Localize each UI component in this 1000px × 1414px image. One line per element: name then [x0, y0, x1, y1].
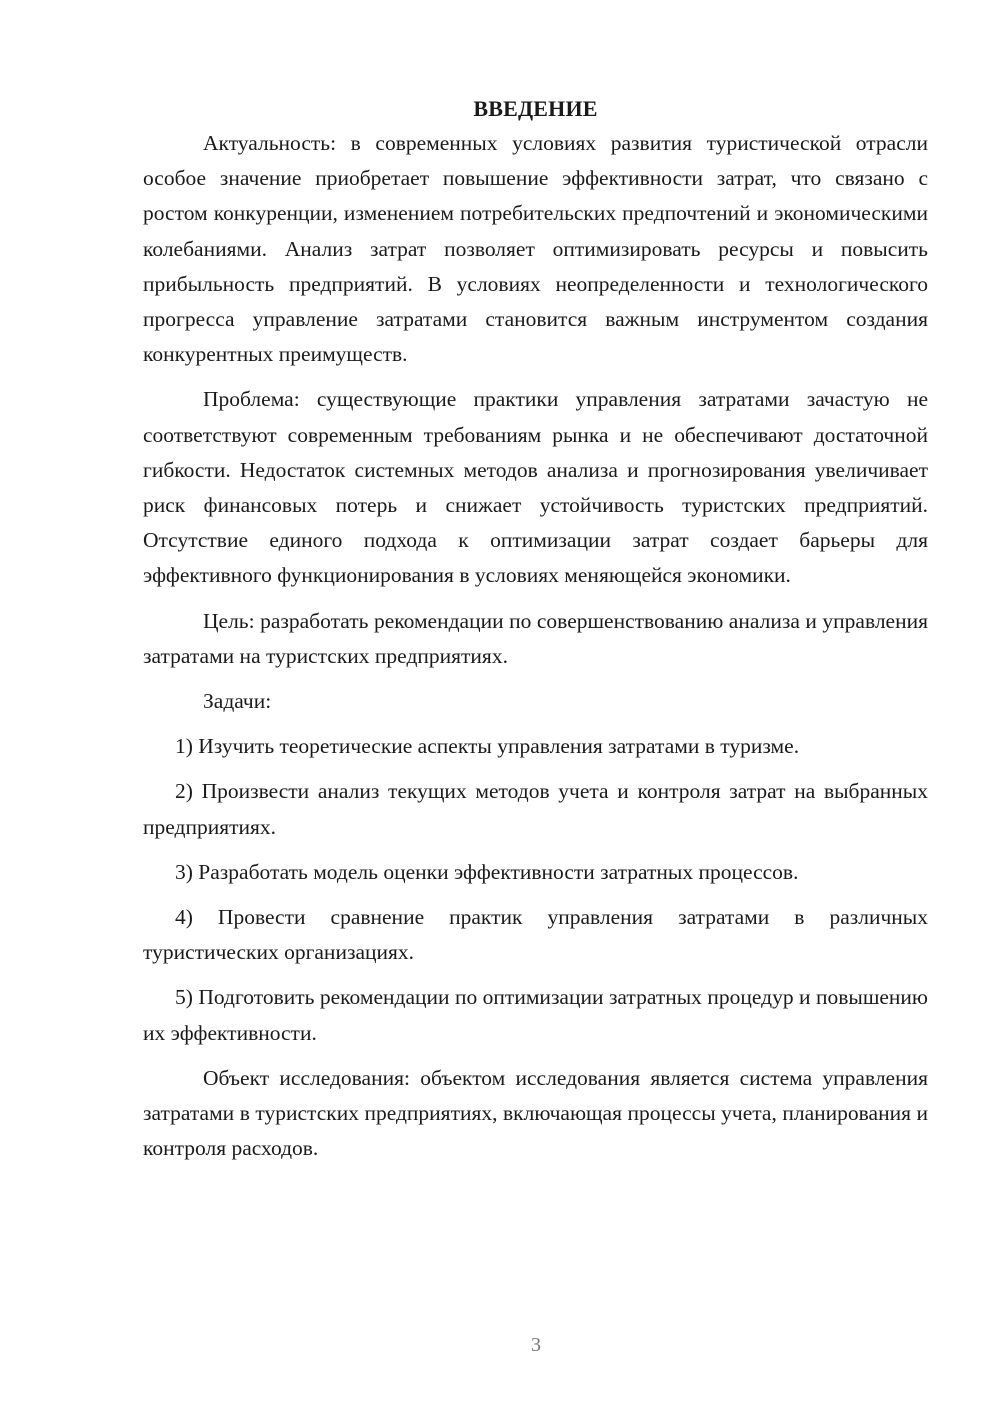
paragraph-goal: Цель: разработать рекомендации по совершенствованию анализа и управления затратами на туристских предприятиях. [143, 608, 928, 668]
task-item: 2) Произвести анализ текущих методов учета и контроля затрат на выбранных предприятиях. [143, 779, 928, 839]
task-item: 3) Разработать модель оценки эффективности затратных процессов. [175, 859, 799, 884]
task-item: 1) Изучить теоретические аспекты управления затратами в туризме. [175, 734, 800, 759]
page-number: 3 [531, 1334, 541, 1356]
paragraph-object: Объект исследования: объектом исследования является система управления затратами в туристских предприятиях, включающая процессы учета, планирования и контроля расходов. [143, 1065, 928, 1161]
section-heading: ВВЕДЕНИЕ [473, 96, 598, 121]
paragraph-relevance: Актуальность: в современных условиях развития туристической отрасли особое значение приобретает повышение эффективности затрат, что связано с ростом конкуренции, изменением потребительских предпочтений и экономическими колебаниями. Анализ затрат позволяет оптимизировать ресурсы и повысить прибыльность предприятий. В условиях неопределенности и технологического прогресса управление затратами становится важным инструментом создания конкурентных преимуществ. [143, 131, 928, 367]
task-item: 5) Подготовить рекомендации по оптимизации затратных процедур и повышению их эффективности. [143, 985, 928, 1045]
paragraph-problem: Проблема: существующие практики управления затратами зачастую не соответствуют современным требованиям рынка и не обеспечивают достаточной гибкости. Недостаток системных методов анализа и прогнозирования увеличивает риск финансовых потерь и снижает устойчивость туристских предприятий. Отсутствие единого подхода к оптимизации затрат создает барьеры для эффективного функционирования в условиях меняющейся экономики. [143, 387, 928, 588]
task-item: 4) Провести сравнение практик управления затратами в различных туристических организациях. [143, 905, 928, 965]
document-page [143, 94, 928, 1176]
tasks-label: Задачи: [203, 689, 272, 714]
